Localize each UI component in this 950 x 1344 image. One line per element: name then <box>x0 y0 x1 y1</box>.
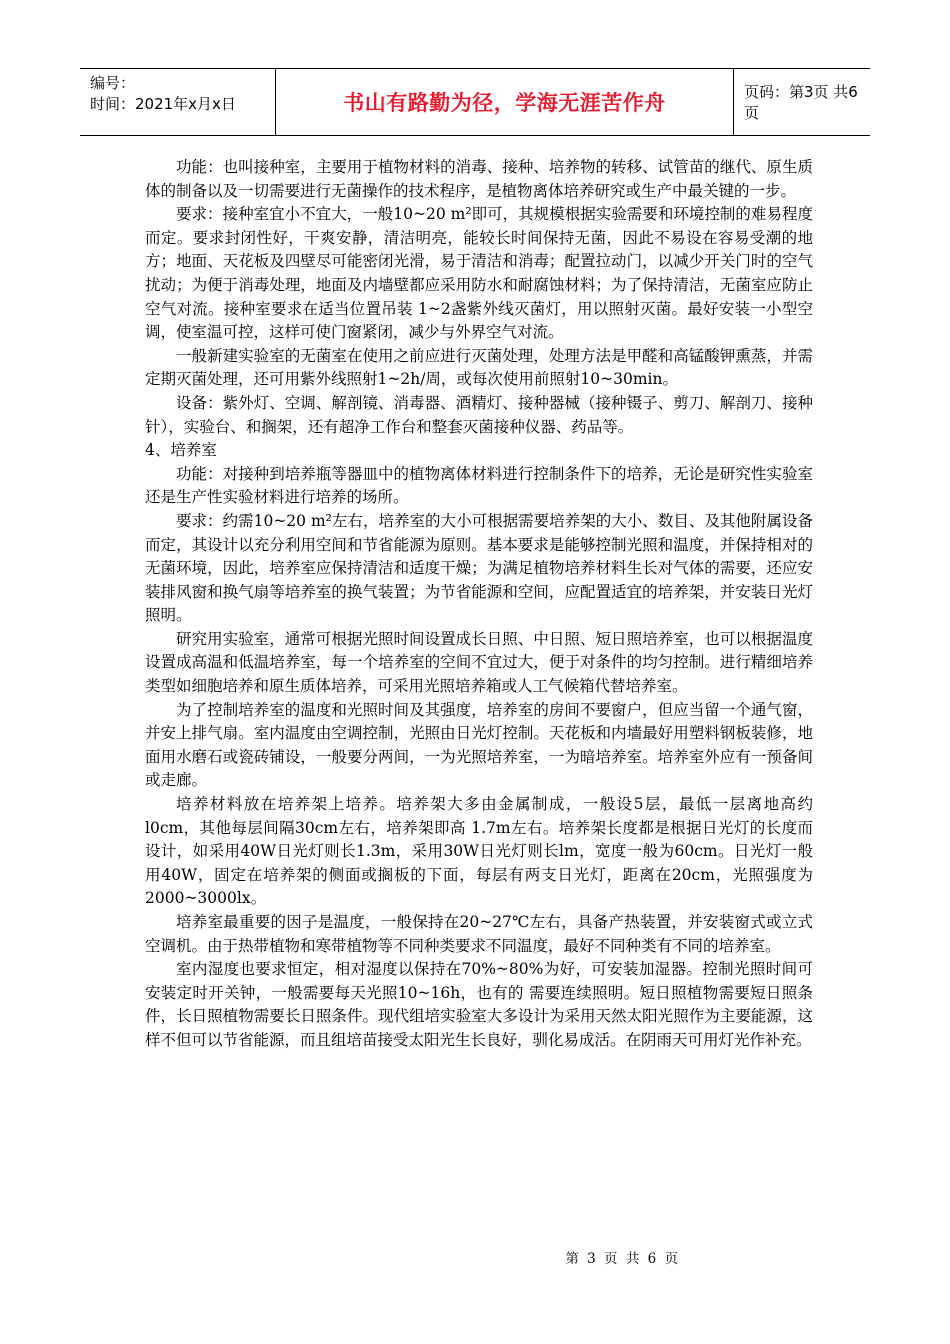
section-heading: 4、培养室 <box>145 441 217 460</box>
paragraph: 要求：接种室宜小不宜大，一般10~20 m²即可，其规模根据实验需要和环境控制的难易程度而定。要求封闭性好，干爽安静，清洁明亮，能较长时间保持无菌，因此不易设在容易受潮的地方；地面、天花板及四壁尽可能密闭光滑，易于清洁和消毒；配置拉动门，以减少开关门时的空气扰动；为便于消毒处理，地面及内墙壁都应采用防水和耐腐蚀材料；为了保持清洁，无菌室应防止空气对流。接种室要求在适当位置吊装 1~2盏紫外线灭菌灯，用以照射灭菌。最好安装一小型空调，使室温可控，这样可使门窗紧闭，减少与外界空气对流。 <box>145 205 813 342</box>
page-header <box>80 68 870 136</box>
header-meta <box>80 69 276 135</box>
page-footer: 第 3 页 共 6 页 <box>565 1251 680 1267</box>
paragraph: 一般新建实验室的无菌室在使用之前应进行灭菌处理，处理方法是甲醛和高锰酸钾熏蒸，并需定期灭菌处理，还可用紫外线照射1~2h/周，或每次使用前照射10~30min。 <box>145 346 813 389</box>
doc-number-label: 编号： <box>90 74 136 92</box>
paragraph: 功能：也叫接种室，主要用于植物材料的消毒、接种、培养物的转移、试管苗的继代、原生质体的制备以及一切需要进行无菌操作的技术程序，是植物离体培养研究或生产中最关键的一步。 <box>145 158 813 200</box>
paragraph: 要求：约需10~20 m²左右，培养室的大小可根据需要培养架的大小、数目、及其他附属设备而定，其设计以充分利用空间和节省能源为原则。基本要求是能够控制光照和温度，并保持相对的无菌环境，因此，培养室应保持清洁和适度干燥；为满足植物培养材料生长对气体的需要，还应安装排风窗和换气扇等培养室的换气装置；为节省能源和空间，应配置适宜的培养架，并安装日光灯照明。 <box>145 511 813 625</box>
header-motto: 书山有路勤为径，学海无涯苦作舟 <box>276 69 734 135</box>
paragraph: 研究用实验室，通常可根据光照时间设置成长日照、中日照、短日照培养室，也可以根据温度设置成高温和低温培养室，每一个培养室的空间不宜过大，便于对条件的均匀控制。进行精细培养类型如细胞培养和原生质体培养，可采用光照培养箱或人工气候箱代替培养室。 <box>145 629 813 696</box>
paragraph: 室内湿度也要求恒定，相对湿度以保持在70%~80%为好，可安装加湿器。控制光照时间可安装定时开关钟，一般需要每天光照10~16h，也有的 需要连续照明。短日照植物需要短日照条件，长日照植物需要长日照条件。现代组培实验室大多设计为采用天然太阳光照作为主要能源，这样不但可以节省能源，而且组培苗接受太阳光生长良好，驯化易成活。在阴雨天可用灯光作补充。 <box>145 960 813 1049</box>
doc-date-label: 时间：2021年x月x日 <box>90 95 236 113</box>
paragraph: 功能：对接种到培养瓶等器皿中的植物离体材料进行控制条件下的培养，无论是研究性实验室还是生产性实验材料进行培养的场所。 <box>145 464 813 507</box>
paragraph: 培养材料放在培养架上培养。培养架大多由金属制成，一般设5层，最低一层离地高约l0cm，其他每层间隔30cm左右，培养架即高 1.7m左右。培养架长度都是根据日光灯的长度而设计，如采用40W日光灯则长1.3m，采用30W日光灯则长lm，宽度一般为60cm。日光灯一般用40W，固定在培养架的侧面或搁板的下面，每层有两支日光灯，距离在20cm，光照强度为2000~3000lx。 <box>145 795 813 908</box>
header-page-label: 页码：第3页 共6页 <box>744 83 858 122</box>
paragraph: 设备：紫外灯、空调、解剖镜、消毒器、酒精灯、接种器械（接种镊子、剪刀、解剖刀、接种针），实验台、和搁架，还有超净工作台和整套灭菌接种仪器、药品等。 <box>145 393 813 436</box>
document-body <box>145 156 813 1053</box>
paragraph: 培养室最重要的因子是温度，一般保持在20~27℃左右，具备产热装置，并安装窗式或立式空调机。由于热带植物和寒带植物等不同种类要求不同温度，最好不同种类有不同的培养室。 <box>145 913 813 955</box>
paragraph: 为了控制培养室的温度和光照时间及其强度，培养室的房间不要窗户，但应当留一个通气窗，并安上排气扇。室内温度由空调控制，光照由日光灯控制。天花板和内墙最好用塑料钢板装修，地面用水磨石或瓷砖铺设，一般要分两间，一为光照培养室，一为暗培养室。培养室外应有一预备间或走廊。 <box>145 700 813 790</box>
